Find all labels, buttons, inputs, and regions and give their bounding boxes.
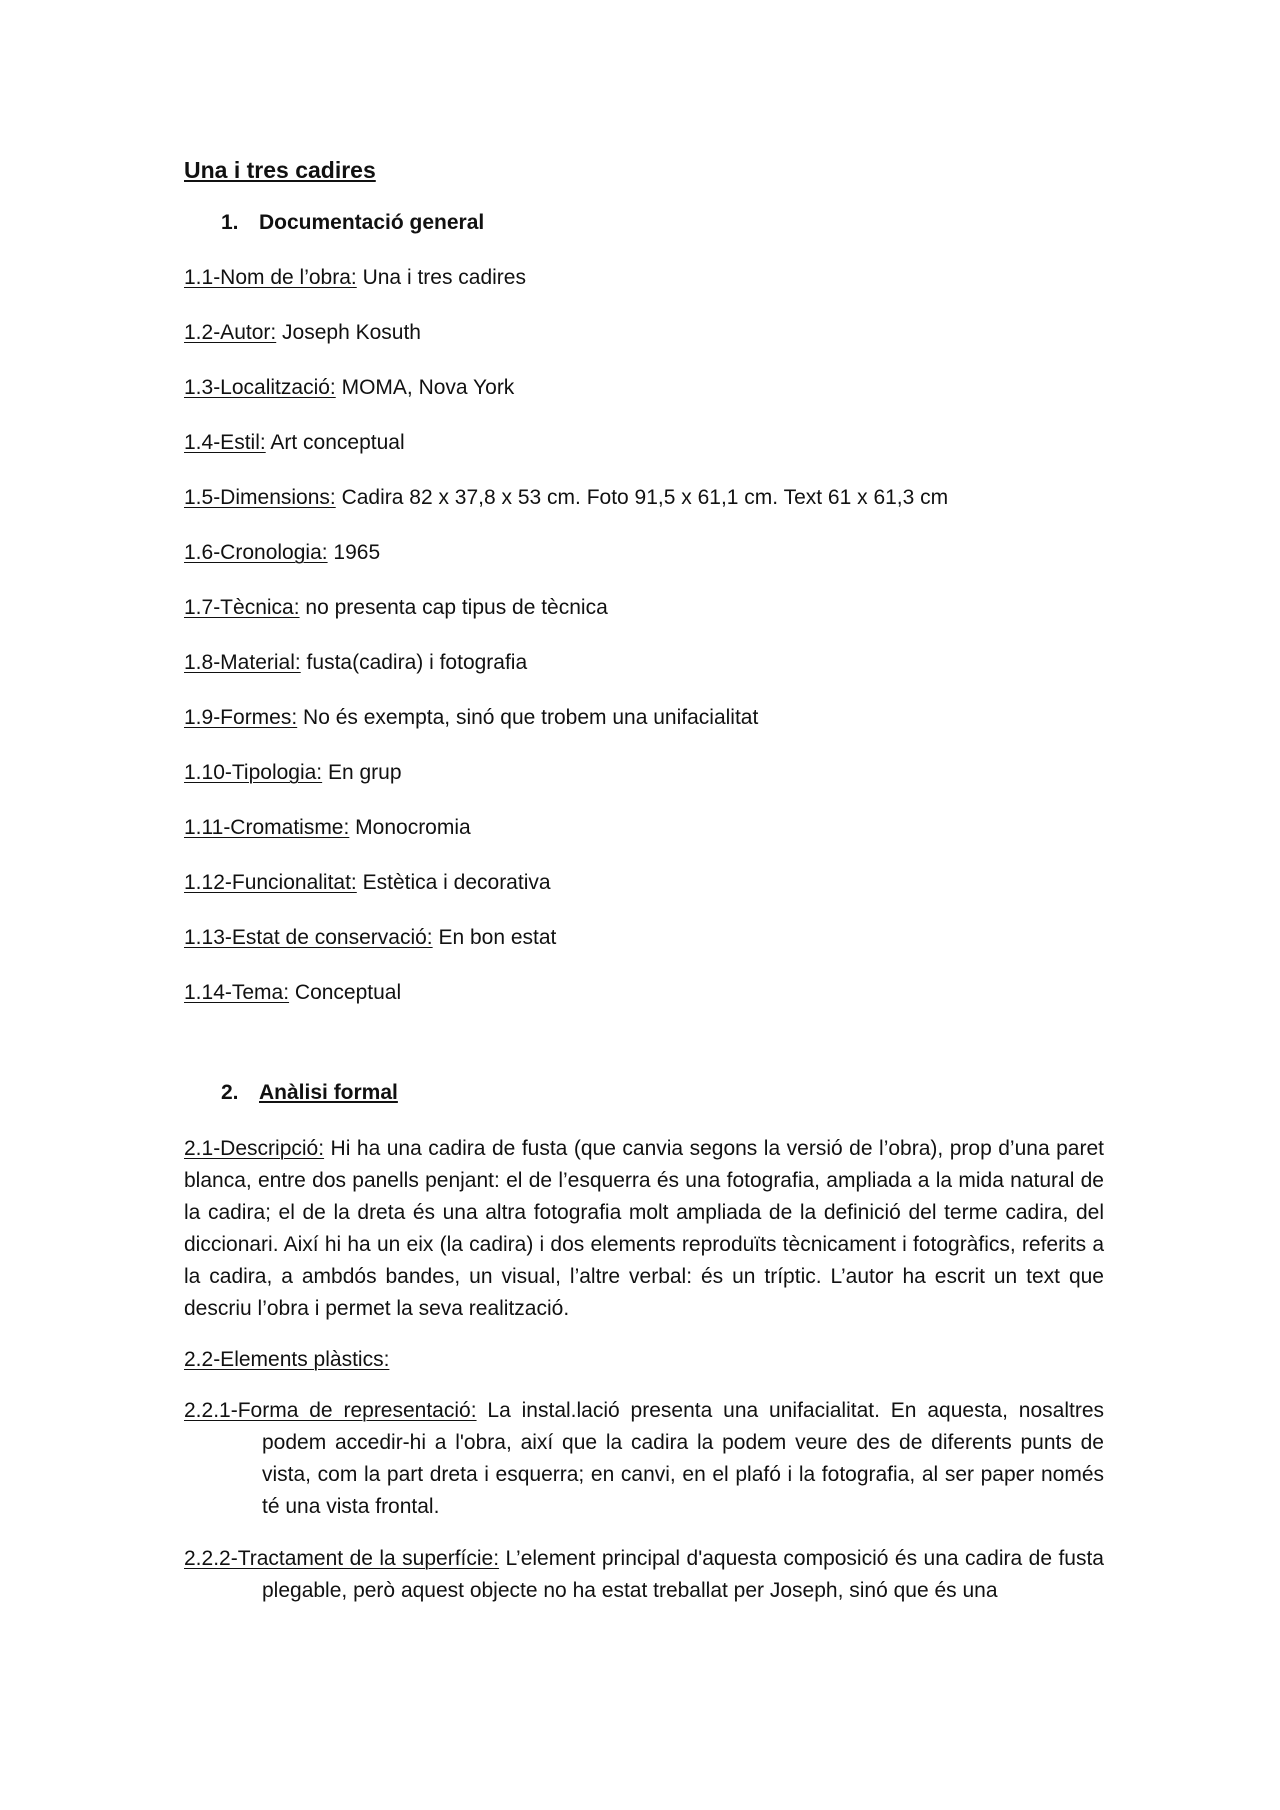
field-value: Art conceptual — [265, 431, 405, 454]
field-label: 1.9-Formes: — [184, 706, 298, 729]
field-value: Joseph Kosuth — [276, 321, 421, 344]
field-tecnica — [184, 593, 1104, 623]
section-heading-analisi — [184, 1078, 1104, 1108]
section-number: 2. — [221, 1081, 239, 1104]
field-label: 1.10-Tipologia: — [184, 761, 323, 784]
document-content — [184, 154, 1104, 1627]
forma-representacio-paragraph — [184, 1395, 1104, 1523]
field-value: Cadira 82 x 37,8 x 53 cm. Foto 91,5 x 61,1 cm. Text 61 x 61,3 cm — [335, 486, 949, 509]
section-spacer — [184, 1033, 1104, 1078]
field-value: Estètica i decorativa — [356, 871, 551, 894]
field-label: 1.14-Tema: — [184, 981, 290, 1004]
sub-label: 2.2.1-Forma de representació: — [184, 1399, 477, 1422]
field-label: 1.5-Dimensions: — [184, 486, 336, 509]
field-label: 1.7-Tècnica: — [184, 596, 300, 619]
description-paragraph — [184, 1133, 1104, 1325]
field-label: 1.13-Estat de conservació: — [184, 926, 433, 949]
field-value: En grup — [322, 761, 402, 784]
field-formes — [184, 703, 1104, 733]
field-estil — [184, 428, 1104, 458]
field-value: 1965 — [327, 541, 381, 564]
sub-text: L’element principal d'aquesta composició és una cadira de fusta plegable, però aquest objecte no ha estat treballat per Joseph, sinó que és una — [262, 1547, 1104, 1602]
section-heading-documentacio — [184, 208, 1104, 238]
field-material — [184, 648, 1104, 678]
field-autor — [184, 318, 1104, 348]
field-label: 1.2-Autor: — [184, 321, 277, 344]
field-label: 1.6-Cronologia: — [184, 541, 328, 564]
field-cromatisme — [184, 813, 1104, 843]
section-title: Documentació general — [259, 211, 485, 234]
field-value: MOMA, Nova York — [335, 376, 515, 399]
field-label: 1.8-Material: — [184, 651, 301, 674]
field-label: 1.11-Cromatisme: — [184, 816, 350, 839]
field-funcionalitat — [184, 868, 1104, 898]
field-label: 1.3-Localització: — [184, 376, 336, 399]
sub-label: 2.2.2-Tractament de la superfície: — [184, 1547, 500, 1570]
section-title: Anàlisi formal — [259, 1081, 398, 1104]
document-title: Una i tres cadires — [184, 157, 376, 183]
field-localitzacio — [184, 373, 1104, 403]
field-value: fusta(cadira) i fotografia — [300, 651, 528, 674]
field-label: 1.1-Nom de l’obra: — [184, 266, 357, 289]
field-label: 1.12-Funcionalitat: — [184, 871, 357, 894]
field-label: 1.4-Estil: — [184, 431, 266, 454]
field-cronologia — [184, 538, 1104, 568]
elements-label: 2.2-Elements plàstics: — [184, 1348, 390, 1371]
description-text: Hi ha una cadira de fusta (que canvia segons la versió de l’obra), prop d’una paret blanca, entre dos panells penjant: el de l’esquerra és una fotografia, ampliada a la mida natural de la cadira; el de la dreta és una altra fotografia molt ampliada de la definició del terme cadira, del diccionari. Així hi ha un eix (la cadira) i dos elements reproduïts tècnicament i fotogràfics, referits a la cadira, a ambdós bandes, un visual, l’altre verbal: és un tríptic. L’autor ha escrit un text que descriu l’obra i permet la seva realització. — [184, 1137, 1104, 1320]
field-value: Una i tres cadires — [356, 266, 526, 289]
elements-plastics-heading — [184, 1345, 1104, 1375]
section-number: 1. — [221, 211, 239, 234]
field-value: En bon estat — [432, 926, 557, 949]
field-tema — [184, 978, 1104, 1008]
field-value: No és exempta, sinó que trobem una unifacialitat — [297, 706, 759, 729]
description-label: 2.1-Descripció: — [184, 1137, 325, 1160]
field-value: Monocromia — [349, 816, 471, 839]
field-value: Conceptual — [289, 981, 402, 1004]
field-dimensions — [184, 483, 1104, 513]
tractament-superficie-paragraph — [184, 1543, 1104, 1607]
field-value: no presenta cap tipus de tècnica — [299, 596, 608, 619]
field-nom-obra — [184, 263, 1104, 293]
field-tipologia — [184, 758, 1104, 788]
sub-text: La instal.lació presenta una unifacialitat. En aquesta, nosaltres podem accedir-hi a l'obra, així que la cadira la podem veure des de diferents punts de vista, com la part dreta i esquerra; en canvi, en el plafó i la fotografia, al ser paper només té una vista frontal. — [262, 1399, 1104, 1518]
field-estat-conservacio — [184, 923, 1104, 953]
